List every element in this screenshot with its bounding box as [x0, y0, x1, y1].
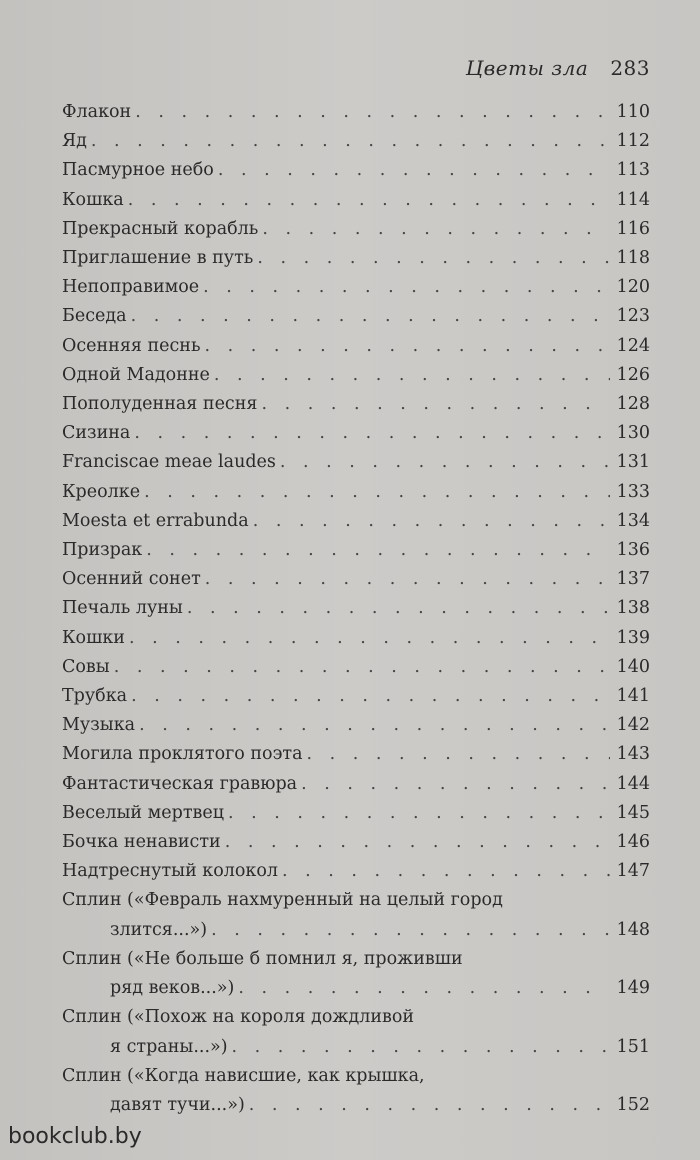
toc-entry-page: 128: [616, 394, 650, 415]
leader-dots: [211, 916, 610, 945]
toc-entry-continuation: [62, 1091, 650, 1120]
toc-entry: [62, 215, 650, 244]
toc-entry-page: 147: [616, 861, 650, 882]
toc-entry-title: Призрак: [62, 540, 143, 561]
toc-entry-page: 137: [616, 569, 650, 590]
toc-entry: [62, 507, 650, 536]
toc-entry: [62, 1062, 650, 1120]
toc-entry: [62, 478, 650, 507]
toc-entry-page: 139: [616, 627, 650, 648]
toc-entry: [62, 244, 650, 273]
leader-dots: [144, 478, 610, 507]
toc-entry-title: Надтреснутый колокол: [62, 861, 279, 882]
toc-entry-title: Могила проклятого поэта: [62, 744, 303, 765]
toc-entry: [62, 740, 650, 769]
toc-entry-title: Фантастическая гравюра: [62, 773, 298, 794]
toc-entry: [62, 565, 650, 594]
toc-entry-page: 144: [616, 773, 650, 794]
toc-entry: [62, 332, 650, 361]
toc-entry-title: Печаль луны: [62, 598, 183, 619]
toc-entry-page: 116: [616, 218, 650, 239]
toc-entry: [62, 594, 650, 623]
toc-entry-page: 130: [616, 423, 650, 444]
toc-entry-page: 148: [616, 919, 650, 940]
page-number: 283: [610, 56, 650, 80]
toc-entry-page: 113: [616, 160, 650, 181]
toc-entry-title: Сплин («Февраль нахмуренный на целый город: [62, 890, 503, 911]
toc-entry-title: Кошка: [62, 189, 124, 210]
toc-entry-page: 143: [616, 744, 650, 765]
toc-entry-title: Непоправимое: [62, 277, 200, 298]
leader-dots: [301, 770, 610, 799]
toc-entry-title: Яд: [62, 131, 87, 152]
leader-dots: [128, 186, 610, 215]
toc-entry-page: 118: [616, 248, 650, 269]
toc-entry: [62, 653, 650, 682]
toc-entry-continuation: [62, 1033, 650, 1062]
toc-entry-title: Пополуденная песня: [62, 394, 258, 415]
toc-entry: [62, 770, 650, 799]
leader-dots: [261, 390, 610, 419]
toc-entry-title: Беседа: [62, 306, 127, 327]
toc-entry-title-cont: давят тучи...»): [110, 1094, 245, 1115]
toc-entry-page: 126: [616, 364, 650, 385]
toc-entry: [62, 390, 650, 419]
toc-entry: [62, 945, 650, 1003]
toc-entry: [62, 273, 650, 302]
toc-entry-title: Совы: [62, 656, 110, 677]
leader-dots: [131, 682, 610, 711]
leader-dots: [135, 98, 610, 127]
leader-dots: [214, 361, 610, 390]
leader-dots: [129, 624, 610, 653]
toc-entry-title: Пасмурное небо: [62, 160, 214, 181]
toc-entry-title: Moesta et errabunda: [62, 510, 249, 531]
toc-entry: [62, 682, 650, 711]
toc-entry-title-cont: ряд веков...»): [110, 978, 235, 999]
running-title: Цветы зла: [465, 56, 589, 80]
leader-dots: [114, 653, 610, 682]
toc-entry-title: Сизина: [62, 423, 131, 444]
leader-dots: [131, 302, 610, 331]
toc-entry-page: 131: [616, 452, 650, 473]
leader-dots: [205, 565, 610, 594]
toc-entry-title-cont: я страны...»): [110, 1036, 228, 1057]
toc-entry-page: 142: [616, 715, 650, 736]
toc-entry-page: 112: [616, 131, 650, 152]
leader-dots: [307, 740, 611, 769]
toc-entry: [62, 886, 650, 944]
toc-entry-page: 134: [616, 510, 650, 531]
toc-entry: [62, 799, 650, 828]
toc-entry-title: Сплин («Когда нависшие, как крышка,: [62, 1065, 425, 1086]
toc-entry: [62, 156, 650, 185]
toc-entry-page: 136: [616, 540, 650, 561]
leader-dots: [249, 1091, 610, 1120]
toc-entry: [62, 419, 650, 448]
toc-entry: [62, 624, 650, 653]
leader-dots: [225, 828, 610, 857]
toc-entry: [62, 1003, 650, 1061]
leader-dots: [232, 1033, 610, 1062]
toc-entry-page: 124: [616, 335, 650, 356]
leader-dots: [257, 244, 610, 273]
leader-dots: [187, 594, 610, 623]
toc-entry-title: Музыка: [62, 715, 136, 736]
toc-entry: [62, 857, 650, 886]
toc-entry-title: Сплин («Не больше б помнил я, проживши: [62, 948, 463, 969]
toc-entry: [62, 711, 650, 740]
toc-entry: [62, 127, 650, 156]
toc-entry-title: Кошки: [62, 627, 125, 648]
toc-entry-page: 140: [616, 656, 650, 677]
toc-entry-page: 145: [616, 802, 650, 823]
toc-entry-continuation: [62, 916, 650, 945]
toc-entry-page: 151: [616, 1036, 650, 1057]
toc-entry: [62, 361, 650, 390]
toc-entry: [62, 536, 650, 565]
leader-dots: [139, 711, 610, 740]
leader-dots: [228, 799, 610, 828]
toc-entry-page: 141: [616, 686, 650, 707]
toc-entry-page: 123: [616, 306, 650, 327]
toc-entry-title: Креолке: [62, 481, 141, 502]
toc-entry-title: Трубка: [62, 686, 128, 707]
toc-entry-continuation: [62, 974, 650, 1003]
toc-entry-page: 110: [616, 102, 650, 122]
toc-entry-title: Осенний сонет: [62, 569, 201, 590]
toc-entry-title: Флакон: [62, 102, 132, 122]
leader-dots: [282, 857, 610, 886]
leader-dots: [280, 448, 610, 477]
toc-entry: [62, 98, 650, 127]
toc-entry-title: Бочка ненависти: [62, 832, 221, 853]
toc-entry-title: Сплин («Похож на короля дождливой: [62, 1007, 415, 1028]
toc-entry-title: Одной Мадонне: [62, 364, 210, 385]
watermark: bookclub.by: [8, 1124, 142, 1149]
toc-entry-title: Осенняя песнь: [62, 335, 201, 356]
toc-entry-title: Веселый мертвец: [62, 802, 224, 823]
toc-entry-page: 146: [616, 832, 650, 853]
running-header: [466, 56, 650, 80]
table-of-contents: [62, 98, 650, 1120]
toc-entry-page: 152: [616, 1094, 650, 1115]
leader-dots: [134, 419, 610, 448]
leader-dots: [218, 156, 610, 185]
toc-entry-page: 149: [616, 978, 650, 999]
leader-dots: [262, 215, 610, 244]
toc-entry-page: 114: [616, 189, 650, 210]
leader-dots: [203, 273, 610, 302]
toc-entry: [62, 186, 650, 215]
leader-dots: [253, 507, 610, 536]
toc-entry-title: Приглашение в путь: [62, 248, 254, 269]
toc-entry: [62, 302, 650, 331]
toc-entry: [62, 448, 650, 477]
toc-entry-page: 120: [616, 277, 650, 298]
toc-entry-page: 138: [616, 598, 650, 619]
leader-dots: [238, 974, 610, 1003]
toc-entry-title-cont: злится...»): [110, 919, 208, 940]
toc-entry: [62, 828, 650, 857]
toc-entry-title: Прекрасный корабль: [62, 218, 259, 239]
toc-entry-page: 133: [616, 481, 650, 502]
leader-dots: [91, 127, 610, 156]
leader-dots: [205, 332, 611, 361]
leader-dots: [146, 536, 610, 565]
toc-entry-title: Franciscae meae laudes: [62, 452, 276, 473]
